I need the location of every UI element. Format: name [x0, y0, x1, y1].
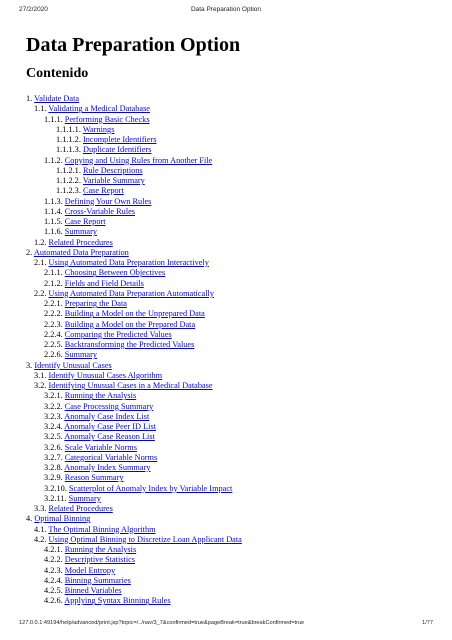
toc-link[interactable]: Warnings [82, 124, 115, 134]
toc-item-number: 2.1.1. [44, 268, 63, 278]
toc-item-number: 2.1.2. [44, 278, 63, 288]
toc-item [0, 381, 452, 391]
toc-link[interactable]: Validate Data [34, 94, 80, 103]
toc-item [0, 504, 452, 514]
toc-item [0, 145, 452, 155]
toc-item-number: 1.1.2.2. [56, 176, 81, 185]
print-title: Data Preparation Option [190, 6, 262, 13]
toc-link[interactable]: Binning Summaries [64, 575, 131, 585]
toc-link[interactable]: Categorical Variable Norms [64, 452, 158, 462]
toc-item-number: 3.2.8. [44, 463, 63, 472]
toc-link[interactable]: Anomaly Case Reason List [64, 432, 155, 442]
toc-item-number: 3.2.4. [44, 422, 63, 431]
toc-item [0, 402, 452, 412]
toc-item [0, 186, 452, 196]
toc-item [0, 279, 452, 289]
toc-item-number: 3.2.5. [44, 432, 63, 442]
toc-link[interactable]: Rule Descriptions [82, 165, 143, 175]
toc-item [0, 453, 452, 463]
print-footer [19, 620, 433, 630]
toc-item-number: 3.2. [34, 381, 47, 390]
toc-item [0, 350, 452, 360]
toc-link[interactable]: Using Automated Data Preparation Interactively [48, 258, 209, 267]
toc-item [0, 320, 452, 330]
toc-link[interactable]: Scale Variable Norms [64, 442, 137, 452]
toc-item-number: 1.1. [34, 104, 47, 114]
toc-item [0, 289, 452, 299]
toc-item [0, 576, 452, 586]
page-number: 1/77 [422, 620, 433, 626]
toc-item [0, 207, 452, 217]
print-date: 27/2/2020 [19, 6, 48, 13]
toc-link[interactable]: Case Processing Summary [64, 401, 154, 411]
toc-link[interactable]: Incomplete Identifiers [82, 135, 157, 144]
toc-item [0, 104, 452, 114]
toc-item [0, 217, 452, 227]
toc-item [0, 514, 452, 524]
toc-link[interactable]: Case Report [64, 217, 106, 226]
toc-item [0, 125, 452, 135]
toc-link[interactable]: Copying and Using Rules from Another File [64, 155, 213, 165]
toc-item-number: 1. [26, 94, 33, 103]
toc-item-number: 3.2.3. [44, 411, 63, 421]
toc-item [0, 443, 452, 453]
toc-link[interactable]: Model Entropy [64, 565, 116, 575]
toc-item-number: 3.2.11. [44, 493, 67, 503]
toc-link[interactable]: Fields and Field Details [64, 278, 144, 288]
toc-item [0, 422, 452, 432]
table-of-contents [0, 94, 452, 607]
toc-item [0, 391, 452, 401]
toc-link[interactable]: Optimal Binning [34, 514, 91, 524]
toc-item [0, 555, 452, 565]
toc-item-number: 3.2.6. [44, 442, 63, 452]
toc-item [0, 340, 452, 350]
toc-item-number: 1.1.3. [44, 196, 63, 206]
toc-link[interactable]: Case Report [82, 186, 124, 196]
toc-item-number: 2. [26, 247, 33, 257]
toc-link[interactable]: Reason Summary [64, 473, 124, 483]
toc-item [0, 94, 452, 104]
toc-item [0, 248, 452, 258]
toc-link[interactable]: Performing Basic Checks [64, 114, 150, 124]
toc-item-number: 3.2.9. [44, 473, 63, 483]
toc-item-number: 4.2.2. [44, 555, 63, 565]
toc-item [0, 484, 452, 494]
toc-link[interactable]: Validating a Medical Database [48, 104, 150, 114]
toc-item-number: 1.1.2.1. [56, 165, 81, 175]
toc-item-number: 3.2.2. [44, 401, 63, 411]
toc-link[interactable]: Summary [64, 350, 98, 360]
toc-link[interactable]: Automated Data Preparation [33, 247, 129, 257]
toc-item-number: 4.2.3. [44, 565, 63, 575]
toc-item [0, 596, 452, 606]
toc-item-number: 1.1.1. [44, 114, 63, 124]
print-header [19, 6, 433, 16]
toc-item-number: 1.1.4. [44, 206, 63, 216]
toc-link[interactable]: Scatterplot of Anomaly Index by Variable Impact [68, 483, 233, 493]
toc-item-number: 1.1.1.3. [56, 145, 81, 155]
toc-link[interactable]: Using Automated Data Preparation Automatically [48, 288, 214, 298]
toc-item-number: 1.1.1.2. [56, 135, 81, 144]
toc-link[interactable]: Identify Unusual Cases [34, 360, 112, 370]
toc-link[interactable]: Running the Analysis [64, 391, 137, 401]
toc-item-number: 4.2.1. [44, 545, 63, 554]
toc-item [0, 258, 452, 268]
toc-link[interactable]: Descriptive Statistics [64, 555, 136, 565]
toc-item [0, 566, 452, 576]
toc-item-number: 3.2.7. [44, 452, 63, 462]
toc-item [0, 299, 452, 309]
toc-item [0, 535, 452, 545]
toc-item [0, 268, 452, 278]
toc-item-number: 1.1.6. [44, 227, 63, 237]
toc-item-number: 4. [26, 514, 33, 524]
toc-item-number: 2.2.2. [44, 309, 63, 319]
toc-item [0, 115, 452, 125]
toc-item [0, 432, 452, 442]
toc-link[interactable]: Running the Analysis [64, 545, 137, 554]
toc-item-number: 3.2.1. [44, 391, 63, 401]
toc-item [0, 330, 452, 340]
toc-item [0, 227, 452, 237]
toc-item [0, 166, 452, 176]
toc-link[interactable]: Applying Syntax Binning Rules [64, 596, 171, 606]
toc-item [0, 494, 452, 504]
toc-item [0, 156, 452, 166]
toc-link[interactable]: Preparing the Data [64, 299, 127, 308]
toc-item [0, 525, 452, 535]
toc-item [0, 197, 452, 207]
toc-item-number: 2.2.6. [44, 350, 63, 360]
toc-item [0, 473, 452, 483]
page-title: Data Preparation Option [26, 34, 241, 56]
toc-link[interactable]: Comparing the Predicted Values [64, 329, 172, 339]
toc-link[interactable]: Related Procedures [48, 504, 113, 513]
toc-item [0, 371, 452, 381]
toc-item [0, 412, 452, 422]
toc-item [0, 586, 452, 596]
toc-item-number: 1.1.2. [44, 155, 63, 165]
toc-item-number: 2.2.1. [44, 299, 63, 308]
toc-item [0, 463, 452, 473]
toc-item-number: 2.2.5. [44, 340, 63, 349]
toc-link[interactable]: Anomaly Case Peer ID List [64, 422, 157, 431]
toc-link[interactable]: Variable Summary [82, 176, 145, 185]
toc-link[interactable]: Duplicate Identifiers [82, 145, 152, 155]
toc-item-number: 3.2.10. [44, 483, 67, 493]
toc-link[interactable]: Building a Model on the Unprepared Data [64, 309, 205, 319]
toc-link[interactable]: Cross-Variable Rules [64, 206, 136, 216]
toc-link[interactable]: Summary [64, 227, 98, 237]
toc-item [0, 238, 452, 248]
toc-item-number: 4.1. [34, 524, 47, 534]
toc-link[interactable]: Backtransforming the Predicted Values [64, 340, 195, 349]
toc-item-number: 3.1. [34, 370, 47, 380]
toc-item-number: 4.2.6. [44, 596, 63, 606]
toc-item [0, 545, 452, 555]
toc-link[interactable]: Binned Variables [64, 586, 122, 595]
toc-link[interactable]: Summary [68, 493, 101, 503]
toc-item-number: 3.3. [34, 504, 47, 513]
toc-item-number: 2.2.4. [44, 329, 63, 339]
toc-item [0, 309, 452, 319]
toc-link[interactable]: Anomaly Index Summary [64, 463, 151, 472]
toc-link[interactable]: Identify Unusual Cases Algorithm [48, 370, 163, 380]
toc-item-number: 4.2. [34, 534, 47, 544]
toc-item-number: 3. [26, 360, 33, 370]
toc-item-number: 2.2.3. [44, 319, 63, 329]
toc-link[interactable]: Defining Your Own Rules [64, 196, 152, 206]
toc-link[interactable]: Choosing Between Objectives [64, 268, 166, 278]
toc-item-number: 1.1.2.3. [56, 186, 81, 196]
print-url: 127.0.0.1:49194/help/advanced/print.jsp?topic=/../nav/3_7&confirmed=true&pageBreak=true&breakConfirmed=true [19, 620, 305, 626]
toc-item-number: 4.2.5. [44, 586, 63, 595]
toc-link[interactable]: Using Optimal Binning to Discretize Loan Applicant Data [48, 534, 242, 544]
toc-link[interactable]: The Optimal Binning Algorithm [48, 524, 156, 534]
toc-link[interactable]: Identifying Unusual Cases in a Medical Database [48, 381, 213, 390]
toc-item-number: 2.2. [34, 288, 47, 298]
toc-item-number: 1.1.5. [44, 217, 63, 226]
toc-item-number: 1.1.1.1. [56, 124, 81, 134]
contents-heading: Contenido [26, 66, 89, 81]
toc-item-number: 1.2. [34, 237, 47, 247]
toc-item-number: 2.1. [34, 258, 47, 267]
toc-item [0, 135, 452, 145]
toc-item [0, 361, 452, 371]
toc-link[interactable]: Related Procedures [48, 237, 113, 247]
toc-link[interactable]: Anomaly Case Index List [64, 411, 150, 421]
toc-item-number: 4.2.4. [44, 575, 63, 585]
toc-link[interactable]: Building a Model on the Prepared Data [64, 319, 196, 329]
toc-item [0, 176, 452, 186]
